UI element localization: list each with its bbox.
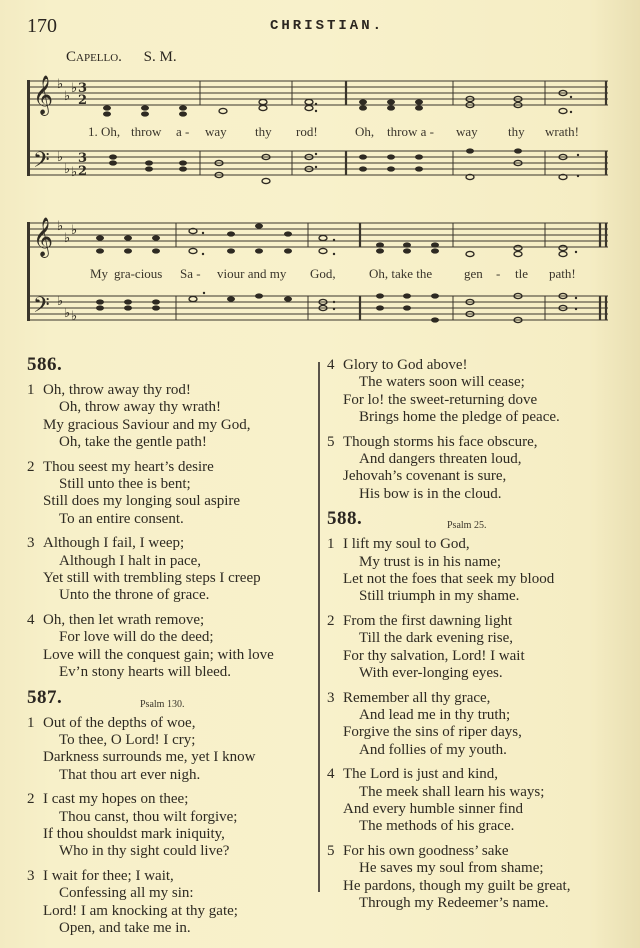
verse-number: 3 bbox=[27, 867, 35, 884]
lyric: path! bbox=[549, 266, 576, 281]
verse-line: Still unto thee is bent; bbox=[59, 476, 191, 493]
verse-number: 2 bbox=[27, 791, 35, 808]
verse-line: Unto the throne of grace. bbox=[59, 587, 210, 604]
verse-number: 5 bbox=[327, 433, 335, 450]
svg-text:♭: ♭ bbox=[64, 306, 71, 321]
music-score bbox=[0, 0, 640, 345]
verse-number: 5 bbox=[327, 842, 335, 859]
lyric: gen bbox=[464, 266, 483, 281]
lyric: a - bbox=[176, 124, 190, 139]
hymn-subtitle: Psalm 25. bbox=[447, 520, 487, 532]
stanza bbox=[27, 382, 317, 452]
hymn-header bbox=[27, 356, 317, 382]
svg-text:♭: ♭ bbox=[71, 223, 78, 238]
right-column bbox=[327, 357, 627, 919]
hymn-subtitle: Psalm 130. bbox=[140, 698, 185, 710]
verse-line: Out of the depths of woe, bbox=[43, 714, 196, 731]
verse-line: That thou art ever nigh. bbox=[59, 766, 201, 783]
lyric: wrath! bbox=[545, 124, 579, 139]
verse-line: I wait for thee; I wait, bbox=[43, 867, 174, 884]
lyric: Sa - bbox=[180, 266, 201, 281]
lyric: Oh, bbox=[355, 124, 375, 139]
verse-number: 1 bbox=[27, 382, 35, 398]
lyric: rod! bbox=[296, 124, 318, 139]
column-divider bbox=[318, 362, 320, 892]
tune-name: Capello. bbox=[66, 49, 122, 65]
running-title: CHRISTIAN. bbox=[269, 18, 384, 34]
hymn-header bbox=[327, 510, 627, 536]
verse-number: 3 bbox=[327, 689, 335, 706]
verse-line: Still triumph in my shame. bbox=[359, 588, 520, 605]
verse-number: 4 bbox=[27, 611, 35, 628]
verse-line: He pardons, though my guilt be great, bbox=[343, 877, 571, 894]
verse-line: For lo! the sweet-returning dove bbox=[343, 391, 538, 408]
stanza bbox=[327, 613, 627, 683]
verse-line: Oh, take the gentle path! bbox=[59, 434, 207, 451]
verse-number: 2 bbox=[327, 612, 335, 629]
verse-line: Ev’n stony hearts will bleed. bbox=[59, 664, 232, 681]
verse-line: If thou shouldst mark iniquity, bbox=[43, 825, 225, 842]
verse-number: 1 bbox=[27, 714, 35, 731]
lyric: thy bbox=[508, 124, 525, 139]
lyric: tle bbox=[515, 266, 528, 281]
hymn-number: 586. bbox=[27, 354, 63, 375]
stanza bbox=[327, 357, 627, 427]
staff-treble-2 bbox=[28, 223, 608, 247]
verse-line: My trust is in his name; bbox=[359, 553, 502, 570]
verse-line: Lord! I am knocking at thy gate; bbox=[43, 902, 238, 919]
svg-text:♭: ♭ bbox=[71, 309, 78, 324]
verse-line: To thee, O Lord! I cry; bbox=[59, 731, 196, 748]
verse-line: Forgive the sins of riper days, bbox=[343, 724, 522, 741]
verse-number: 1 bbox=[327, 536, 335, 553]
verse-line: And follies of my youth. bbox=[359, 741, 507, 758]
svg-text:3: 3 bbox=[78, 81, 88, 96]
verse-line: For love will do the deed; bbox=[59, 629, 214, 646]
verse-line: From the first dawning light bbox=[343, 612, 513, 629]
verse-line: Remember all thy grace, bbox=[343, 689, 491, 706]
verse-line: My gracious Saviour and my God, bbox=[43, 416, 251, 433]
verse-line: Although I halt in pace, bbox=[59, 552, 202, 569]
stanza bbox=[27, 791, 317, 861]
verse-number: 4 bbox=[327, 766, 335, 783]
lyric: 1. Oh, bbox=[88, 124, 121, 139]
left-column bbox=[27, 356, 317, 944]
verse-line: Thou canst, thou wilt forgive; bbox=[59, 808, 238, 825]
verse-line: Through my Redeemer’s name. bbox=[359, 894, 549, 911]
verse-line: The Lord is just and kind, bbox=[343, 766, 498, 783]
verse-line: Brings home the pledge of peace. bbox=[359, 409, 560, 426]
verse-line: Glory to God above! bbox=[343, 357, 468, 373]
verse-line: Confessing all my sin: bbox=[59, 885, 194, 902]
verse-line: Oh, then let wrath remove; bbox=[43, 611, 205, 628]
verse-number: 3 bbox=[27, 535, 35, 552]
svg-text:♭: ♭ bbox=[57, 294, 64, 309]
lyric: God, bbox=[310, 266, 336, 281]
stanza bbox=[327, 536, 627, 606]
verse-line: For his own goodness’ sake bbox=[343, 842, 509, 859]
treble-clef-icon: 𝄞 bbox=[33, 217, 54, 257]
lyric: throw bbox=[131, 124, 162, 139]
stanza bbox=[27, 459, 317, 529]
svg-text:♭: ♭ bbox=[57, 219, 64, 234]
verse-line: Yet still with trembling steps I creep bbox=[43, 570, 261, 587]
verse-line: For thy salvation, Lord! I wait bbox=[343, 647, 525, 664]
verse-line: His bow is in the cloud. bbox=[359, 485, 502, 502]
hymn-number: 587. bbox=[27, 686, 63, 708]
lyric: Oh, take the bbox=[369, 266, 433, 281]
stanza bbox=[27, 612, 317, 682]
lyric: throw a - bbox=[387, 124, 434, 139]
verse-line: Darkness surrounds me, yet I know bbox=[43, 749, 256, 766]
verse-line: Till the dark evening rise, bbox=[359, 630, 514, 647]
verse-line: Love will the conquest gain; with love bbox=[43, 646, 274, 663]
verse-line: Still does my longing soul aspire bbox=[43, 493, 241, 510]
stanza bbox=[327, 843, 627, 913]
svg-text:♭: ♭ bbox=[57, 150, 64, 165]
verse-line: Who in thy sight could live? bbox=[59, 843, 230, 860]
verse-line: Thou seest my heart’s desire bbox=[43, 458, 214, 475]
page-number: 170 bbox=[27, 15, 57, 37]
verse-line: And lead me in thy truth; bbox=[359, 706, 511, 723]
svg-text:♭: ♭ bbox=[71, 165, 78, 180]
svg-text:2: 2 bbox=[78, 164, 88, 179]
bass-clef-icon: 𝄢 bbox=[33, 293, 50, 323]
verse-line: Though storms his face obscure, bbox=[343, 433, 538, 450]
verse-line: The waters soon will cease; bbox=[359, 374, 525, 391]
verse-line: Oh, throw away thy wrath! bbox=[59, 399, 222, 416]
verse-line: Let not the foes that seek my blood bbox=[343, 571, 555, 588]
verse-line: To an entire consent. bbox=[59, 510, 184, 527]
stanza bbox=[27, 535, 317, 605]
stanza bbox=[327, 434, 627, 504]
verse-line: Open, and take me in. bbox=[59, 919, 191, 936]
lyric: viour and my bbox=[217, 266, 287, 281]
treble-clef-icon: 𝄞 bbox=[33, 75, 54, 115]
svg-text:♭: ♭ bbox=[64, 231, 71, 246]
lyric: gra-cious bbox=[114, 266, 163, 281]
lyric: My bbox=[90, 266, 109, 281]
bass-clef-icon: 𝄢 bbox=[33, 148, 50, 178]
lyric: thy bbox=[255, 124, 272, 139]
verse-line: I cast my hopes on thee; bbox=[43, 791, 189, 808]
verse-line: Oh, throw away thy rod! bbox=[43, 382, 191, 398]
verse-line: I lift my soul to God, bbox=[343, 536, 470, 553]
lyric: - bbox=[496, 266, 501, 281]
stanza bbox=[327, 766, 627, 836]
verse-number: 4 bbox=[327, 357, 335, 373]
svg-text:♭: ♭ bbox=[64, 162, 71, 177]
svg-text:3: 3 bbox=[78, 151, 88, 166]
svg-text:2: 2 bbox=[78, 93, 88, 108]
verse-line: He saves my soul from shame; bbox=[359, 860, 544, 877]
svg-text:♭: ♭ bbox=[71, 81, 78, 96]
lyric: way bbox=[456, 124, 478, 139]
verse-line: The meek shall learn his ways; bbox=[359, 783, 545, 800]
stanza bbox=[27, 715, 317, 785]
svg-text:♭: ♭ bbox=[64, 89, 71, 104]
stanza bbox=[27, 868, 317, 938]
verse-line: With ever-longing eyes. bbox=[359, 665, 503, 682]
verse-line: The methods of his grace. bbox=[359, 818, 515, 835]
tune-meter: S. M. bbox=[143, 49, 177, 65]
hymn-number: 588. bbox=[327, 508, 363, 530]
verse-line: Although I fail, I weep; bbox=[43, 535, 185, 552]
verse-number: 2 bbox=[27, 458, 35, 475]
verse-line: And dangers threaten loud, bbox=[359, 451, 522, 468]
verse-line: Jehovah’s covenant is sure, bbox=[343, 468, 507, 485]
stanza bbox=[327, 690, 627, 760]
verse-line: And every humble sinner find bbox=[343, 800, 523, 817]
staff-bass-2 bbox=[28, 296, 608, 320]
svg-text:♭: ♭ bbox=[57, 77, 64, 92]
hymn-header bbox=[27, 686, 317, 715]
lyric: way bbox=[205, 124, 227, 139]
